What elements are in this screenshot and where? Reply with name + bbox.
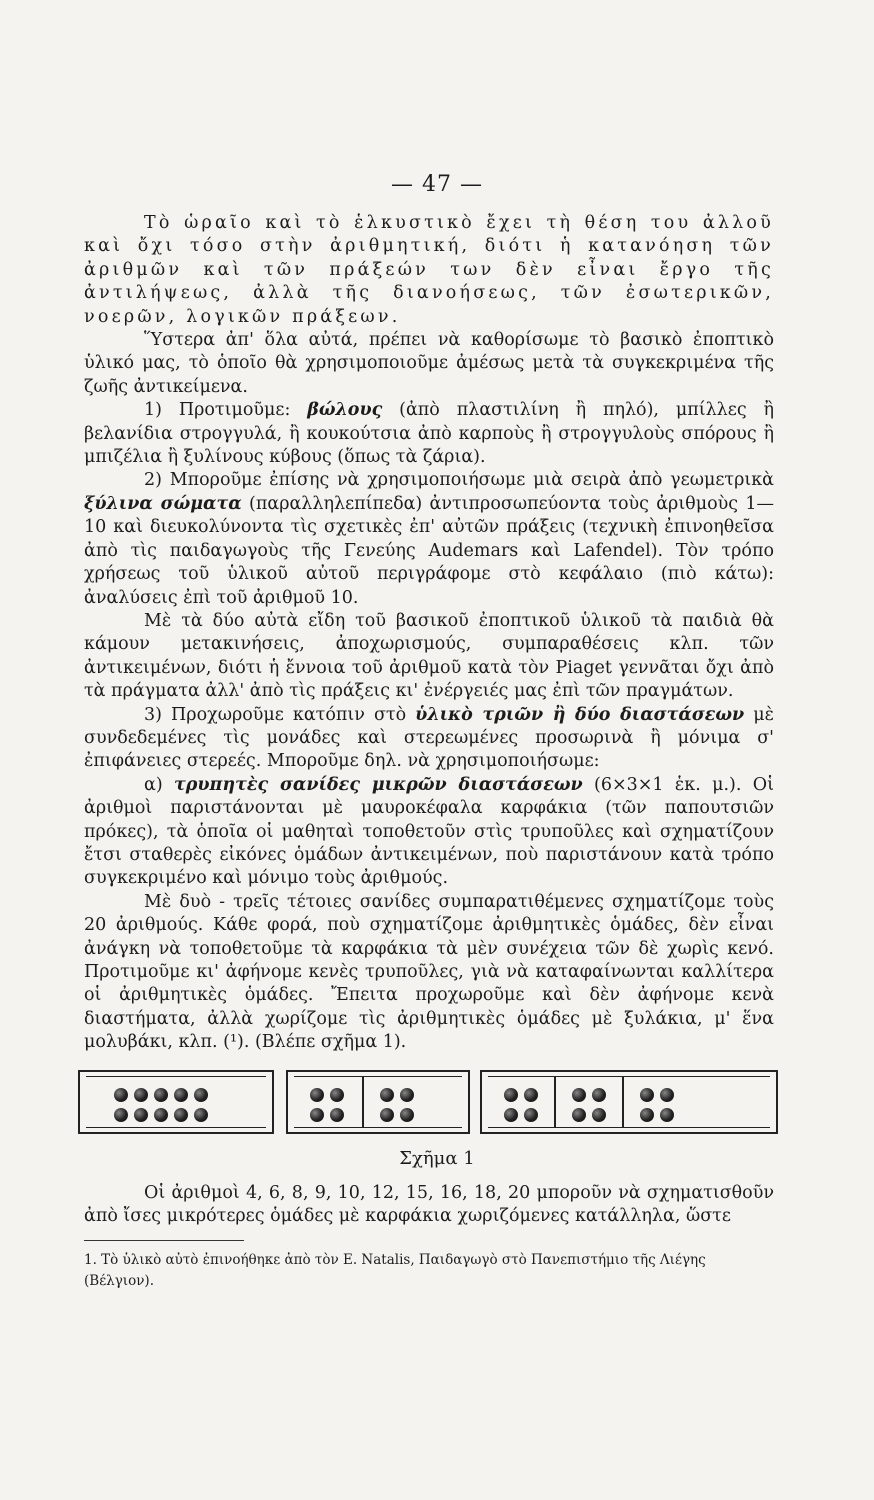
- nail-dot: [380, 1088, 394, 1102]
- paragraph-item-3: [84, 704, 774, 774]
- paragraph-boards: Μὲ δυὸ - τρεῖς τέτοιες σανίδες συμπαρατιθέμενες σχηματίζομε τοὺς 20 ἀριθμούς. Κάθε φορά, ποὺ σχηματίζομε ἀριθμητικὲς ὁμάδες, δὲν εἶναι ἀνάγκη νὰ τοποθετοῦμε τὰ καρφάκια τὰ μὲν συνέχεια τῶν δὲ χωρὶς κενό. Προτιμοῦμε κι' ἀφήνομε κενὲς τρυποῦλες, γιὰ νὰ καταφαίνωνται καλλίτερα οἱ ἀριθμητικὲς ὁμάδες. Ἔπειτα προχωροῦμε καὶ δὲν ἀφήνομε κενὰ διαστήματα, ἀλλὰ χωρίζομε τὶς ἀριθμητικὲς ὁμάδες μὲ ξυλάκια, μ' ἕνα μολυβάκι, κλπ. (¹). (Βλέπε σχῆμα 1).: [84, 891, 774, 1053]
- nail-dot: [134, 1088, 148, 1102]
- figure-caption: Σχῆμα 1: [399, 1148, 475, 1169]
- nail-dot: [134, 1108, 148, 1122]
- nail-dot: [330, 1088, 344, 1102]
- nail-dot: [572, 1108, 586, 1122]
- nail-dot: [330, 1108, 344, 1122]
- item-a-rest: (6×3×1 ἑκ. μ.). Οἱ ἀριθμοὶ παριστάνονται μὲ μαυροκέφαλα καρφάκια (τῶν παπουτσιῶν πρόκες), τὰ ὁποῖα οἱ μαθηταὶ τοποθετοῦν στὶς τρυποῦλες καὶ σχηματίζουν ἔτσι σταθερὲς εἰκόνες ὁμάδων ἀντικειμένων, ποὺ παριστάνουν κατὰ τρόπο συγκεκριμένο καὶ μόνιμο τοὺς ἀριθμούς.: [84, 774, 774, 889]
- board-4-4: [286, 1070, 470, 1134]
- item-1-rest: (ἀπὸ πλαστιλίνη ἢ πηλό), μπίλλες ἢ βελανίδια στρογγυλά, ἢ κουκούτσια ἀπὸ καρποὺς ἢ στρογγυλοὺς σπόρους ἢ μπιζέλια ἢ ξυλίνους κύβους (ὅπως τὰ ζάρια).: [84, 400, 774, 468]
- nail-dot: [592, 1088, 606, 1102]
- paragraph-basic-material: Ὕστερα ἀπ' ὅλα αὐτά, πρέπει νὰ καθορίσωμε τὸ βασικὸ ἐποπτικὸ ὑλικό μας, τὸ ὁποῖο θὰ χρησιμοποιοῦμε ἀμέσως μετὰ τὰ συγκεκριμένα τῆς ζωῆς ἀντικείμενα.: [84, 330, 774, 397]
- nail-dot: [400, 1088, 414, 1102]
- item-1-text: 1) Προτιμοῦμε:: [144, 400, 308, 421]
- nail-dot: [660, 1088, 674, 1102]
- nail-dot: [504, 1108, 518, 1122]
- item-3-emphasis: ὑλικὸ τριῶν ἢ δύο διαστάσεων: [415, 704, 745, 725]
- item-3-text: 3) Προχωροῦμε κατόπιν στὸ: [144, 704, 416, 725]
- paragraph-item-1: [84, 399, 774, 469]
- separator-stick: [622, 1076, 624, 1128]
- nail-dot: [154, 1108, 168, 1122]
- figure-1: [78, 1070, 778, 1136]
- nail-dot: [380, 1108, 394, 1122]
- item-2-emphasis: ξύλινα σώματα: [84, 493, 242, 514]
- nail-dot: [194, 1108, 208, 1122]
- nail-dot: [592, 1108, 606, 1122]
- item-a-emphasis: τρυπητὲς σανίδες μικρῶν διαστάσεων: [174, 774, 583, 795]
- paragraph-movements: Μὲ τὰ δύο αὐτὰ εἴδη τοῦ βασικοῦ ἐποπτικοῦ ὑλικοῦ τὰ παιδιὰ θὰ κάμουν μετακινήσεις, ἀποχωρισμούς, συμπαραθέσεις κλπ. τῶν ἀντικειμένων, διότι ἡ ἔννοια τοῦ ἀριθμοῦ κατὰ τὸν Piaget γεννᾶται ὄχι ἀπὸ τὰ πράγματα ἀλλ' ἀπὸ τὶς πράξεις κι' ἐνέργειές μας ἐπὶ τῶν πραγμάτων.: [84, 610, 774, 702]
- nail-dot: [640, 1088, 654, 1102]
- board-2-2-2: [480, 1070, 778, 1134]
- body-text-top: [84, 212, 774, 1055]
- item-2-text: 2) Μποροῦμε ἐπίσης νὰ χρησιμοποιήσωμε μιὰ σειρὰ ἀπὸ γεωμετρικὰ: [144, 470, 774, 491]
- nail-dot: [640, 1108, 654, 1122]
- item-2-rest: (παραλληλεπίπεδα) ἀντιπροσωπεύοντα τοὺς ἀριθμοὺς 1—10 καὶ διευκολύνοντα τὶς σχετικὲς ἐπ' αὐτῶν πράξεις (τεχνικὴ ἐπινοηθεῖσα ἀπὸ τὶς παιδαγωγοὺς τῆς Γενεύης Audemars καὶ Lafendel). Τὸν τρόπο χρήσεως τοῦ ὑλικοῦ αὐτοῦ περιγράφομε στὸ κεφάλαιο (πιὸ κάτω): ἀναλύσεις ἐπὶ τοῦ ἀριθμοῦ 10.: [84, 493, 774, 608]
- nail-dot: [174, 1108, 188, 1122]
- item-3-rest: μὲ συνδεδεμένες τὶς μονάδες καὶ στερεωμένες προσωρινὰ ἢ μόνιμα σ' ἐπιφάνειες στερεές. Μποροῦμε δηλ. νὰ χρησιμοποιήσωμε:: [84, 704, 774, 772]
- paragraph-item-a: [84, 774, 774, 891]
- separator-stick: [554, 1076, 556, 1128]
- nail-dot: [310, 1108, 324, 1122]
- paragraph-item-2: [84, 469, 774, 609]
- paragraph-intro: Τὸ ὡραῖο καὶ τὸ ἑλκυστικὸ ἔχει τὴ θέση του ἀλλοῦ καὶ ὄχι τόσο στὴν ἀριθμητική, διότι ἡ κατανόηση τῶν ἀριθμῶν καὶ τῶν πράξεών των δὲν εἶναι ἔργο τῆς ἀντιλήψεως, ἀλλὰ τῆς διανοήσεως, τῶν ἐσωτερικῶν, νοερῶν, λογικῶν πράξεων.: [84, 213, 774, 327]
- footnote-rule: [84, 1240, 244, 1241]
- nail-dot: [660, 1108, 674, 1122]
- board-10: [78, 1070, 274, 1134]
- item-1-emphasis: βώλους: [307, 400, 383, 421]
- nail-dot: [400, 1108, 414, 1122]
- nail-dot: [114, 1088, 128, 1102]
- page-number: — 47 —: [391, 172, 483, 197]
- nail-dot: [310, 1088, 324, 1102]
- item-a-text: α): [144, 774, 174, 795]
- nail-dot: [154, 1088, 168, 1102]
- nail-dot: [174, 1088, 188, 1102]
- body-text-bottom: [84, 1182, 774, 1229]
- nail-dot: [524, 1108, 538, 1122]
- nail-dot: [194, 1088, 208, 1102]
- nail-dot: [504, 1088, 518, 1102]
- separator-stick: [362, 1076, 364, 1128]
- nail-dot: [114, 1108, 128, 1122]
- nail-dot: [572, 1088, 586, 1102]
- nail-dot: [524, 1088, 538, 1102]
- footnote: 1. Τὸ ὑλικὸ αὐτὸ ἐπινοήθηκε ἀπὸ τὸν E. Natalis, Παιδαγωγὸ στὸ Πανεπιστήμιο τῆς Λιέγης (Βέλγιον).: [84, 1252, 706, 1289]
- paragraph-numbers: Οἱ ἀριθμοὶ 4, 6, 8, 9, 10, 12, 15, 16, 18, 20 μποροῦν νὰ σχηματισθοῦν ἀπὸ ἴσες μικρότερες ὁμάδες μὲ καρφάκια χωριζόμενες κατάλληλα, ὥστε: [84, 1183, 774, 1227]
